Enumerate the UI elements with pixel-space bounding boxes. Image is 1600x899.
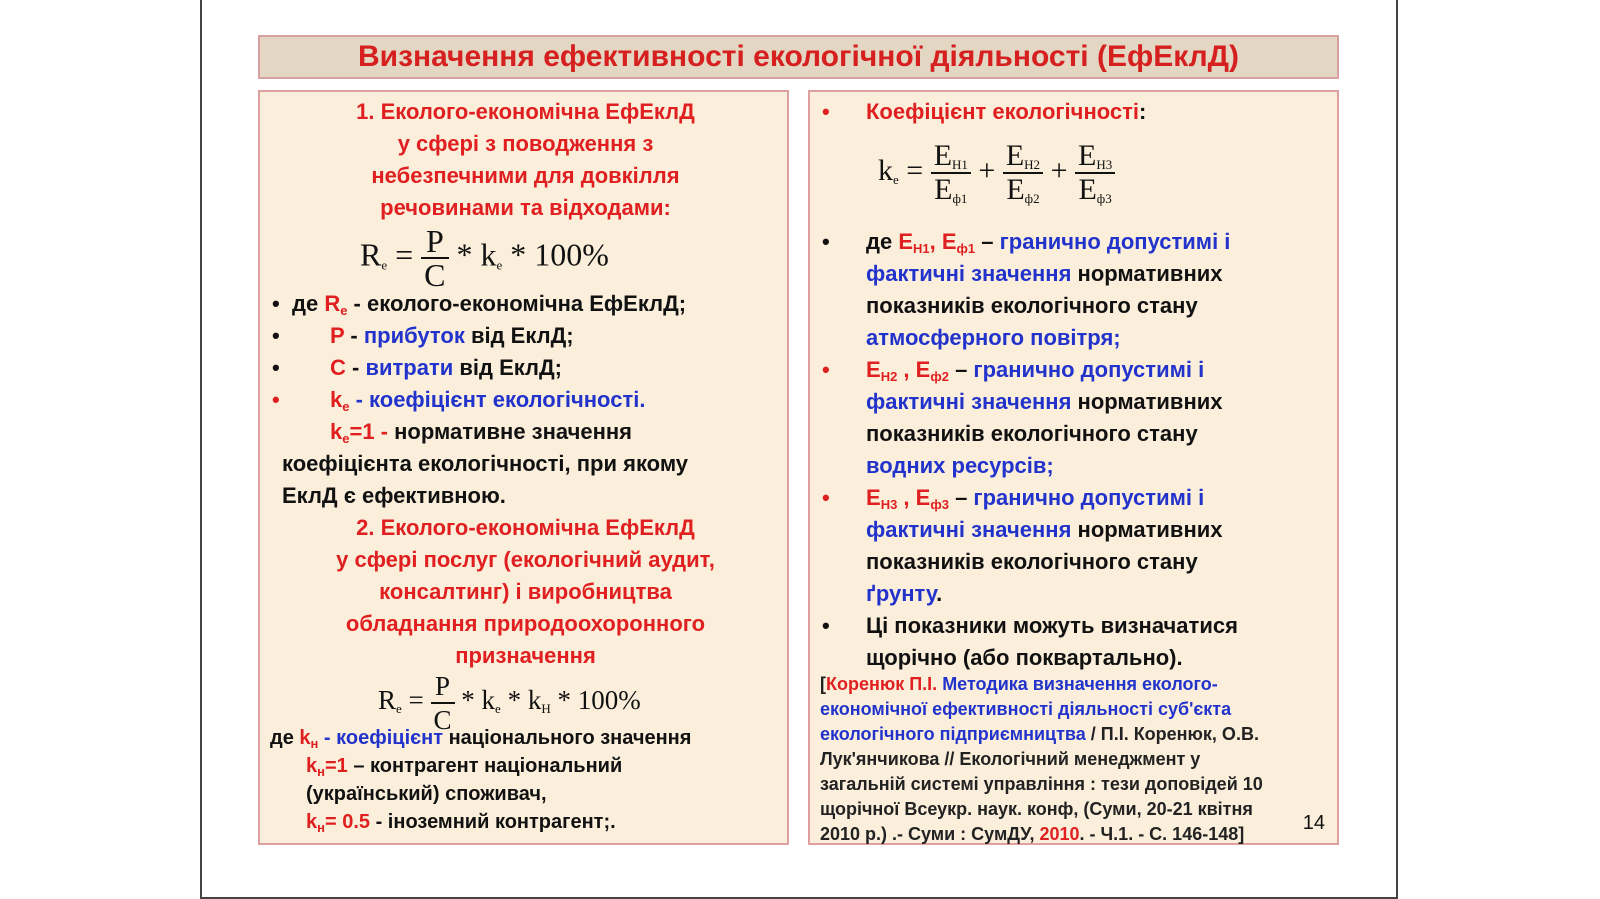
section1-heading-line4: речовинами та відходами: <box>380 195 671 220</box>
section2-heading-line1: 2. Еколого-економічна ЕфЕклД <box>356 515 695 540</box>
section2-heading-line2: у сфері послуг (екологічний аудит, <box>336 547 715 572</box>
reference-line7: 2010 р.) .- Суми : СумДУ, 2010. - Ч.1. - С. 146-148] <box>820 824 1245 844</box>
fraction-1: $\frac{E_{H1}}{E_{ф1}}$ <box>931 140 971 206</box>
ke-normative-line3: ЕклД є ефективною. <box>282 483 506 508</box>
eco-coefficient-heading: Коефіцієнт екологічності: <box>866 99 1147 124</box>
ke-normative: $k_e=1$ - нормативне значення <box>330 419 633 446</box>
def-air-line1: де $E_{Н1}$, $E_{ф1}$ – гранично допустимі і <box>866 229 1231 256</box>
reference-line3: екологічного підприємництва / П.І. Коренюк, О.В. <box>820 724 1259 744</box>
fraction-3: $\frac{E_{H3}}{E_{ф3}}$ <box>1075 140 1115 206</box>
left-panel <box>258 90 789 845</box>
bullet: • <box>822 99 830 124</box>
def-soil-line1: $E_{Н3}$ , $E_{ф3}$ – гранично допустимі і <box>866 485 1205 512</box>
fraction-p-over-c: $\frac{P}{C}$ <box>421 225 448 291</box>
def-ke: $k_e$ - коефіцієнт екологічності. <box>330 387 646 414</box>
kn-national: $k_н=1$ – контрагент національний <box>306 755 623 779</box>
section2-heading-line4: обладнання природоохоронного <box>345 611 706 636</box>
bullet: • <box>822 485 830 510</box>
slide-title: Визначення ефективності екологічної діяльності (ЕфЕклД) <box>258 35 1339 79</box>
reference-line5: загальній системі управління : тези доповідей 10 <box>820 774 1263 794</box>
section1-heading-line2: у сфері з поводження з <box>397 131 654 156</box>
page-number: 14 <box>1302 812 1325 834</box>
section1-heading-line1: 1. Еколого-економічна ЕфЕклД <box>356 99 695 124</box>
reference <box>820 672 1263 847</box>
bullet: • <box>272 355 280 380</box>
def-air-line3: показників екологічного стану <box>866 293 1198 318</box>
def-water-line2: фактичні значення нормативних <box>866 389 1223 414</box>
def-air-line4: атмосферного повітря; <box>866 325 1121 350</box>
reference-line1: [Коренюк П.І. Методика визначення еколого- <box>820 674 1218 694</box>
bullet: • <box>822 229 830 254</box>
def-kn: де $k_н$ - коефіцієнт національного значення <box>270 727 692 751</box>
section1-heading-line3: небезпечними для довкілля <box>371 163 680 188</box>
formula-re-1: $R_e$ = $\frac{P}{C}$ * $k_e * 100\%$ <box>360 223 609 293</box>
kn-national-line2: (український) споживач, <box>306 783 547 805</box>
indicators-note-line1: Ці показники можуть визначатися <box>866 613 1238 638</box>
bullet: • <box>272 387 280 412</box>
ke-normative-line2: коефіцієнта екологічності, при якому <box>282 451 689 476</box>
indicators-note-line2: щорічно (або поквартально). <box>866 645 1183 670</box>
bullet: • <box>272 323 280 348</box>
section2-heading-line3: консалтинг) і виробництва <box>379 579 672 604</box>
def-soil-line4: ґрунту. <box>866 581 943 606</box>
bullet: • <box>822 357 830 382</box>
bullet: • <box>822 613 830 638</box>
fraction-2: $\frac{E_{H2}}{E_{ф2}}$ <box>1003 140 1043 206</box>
def-water-line1: $E_{Н2}$ , $E_{ф2}$ – гранично допустимі і <box>866 357 1205 384</box>
right-panel <box>808 90 1339 845</box>
def-soil-line3: показників екологічного стану <box>866 549 1198 574</box>
def-water-line4: водних ресурсів; <box>866 453 1054 478</box>
reference-line6: щорічної Всеукр. наук. конф, (Суми, 20-21 квітня <box>820 799 1253 819</box>
def-p: P - прибуток від ЕклД; <box>330 323 574 348</box>
formula-re-2: $R_e$ = $\frac{P}{C}$ * $k_e * k_H * 100\%$ <box>378 671 641 735</box>
bullet: • <box>272 291 280 316</box>
kn-foreign: $k_н= 0.5$ - іноземний контрагент;. <box>306 811 616 835</box>
section2-heading-line5: призначення <box>455 643 596 668</box>
def-water-line3: показників екологічного стану <box>866 421 1198 446</box>
def-air-line2: фактичні значення нормативних <box>866 261 1223 286</box>
def-soil-line2: фактичні значення нормативних <box>866 517 1223 542</box>
reference-line2: економічної ефективності діяльності суб'єкта <box>820 699 1232 719</box>
def-re: де $R_e$ - еколого-економічна ЕфЕклД; <box>292 291 687 318</box>
formula-ke: $k_e$ = $\frac{E_{H1}}{E_{ф1}}$ + $\frac{E_{H2}}{E_{ф2}}$ + $\frac{E_{H3}}{E_{ф3}}$ <box>878 140 1115 206</box>
def-c: C - витрати від ЕклД; <box>330 355 563 380</box>
fraction-p-over-c: $\frac{P}{C}$ <box>431 670 455 736</box>
reference-line4: Лук'янчикова // Екологічний менеджмент у <box>820 749 1201 769</box>
